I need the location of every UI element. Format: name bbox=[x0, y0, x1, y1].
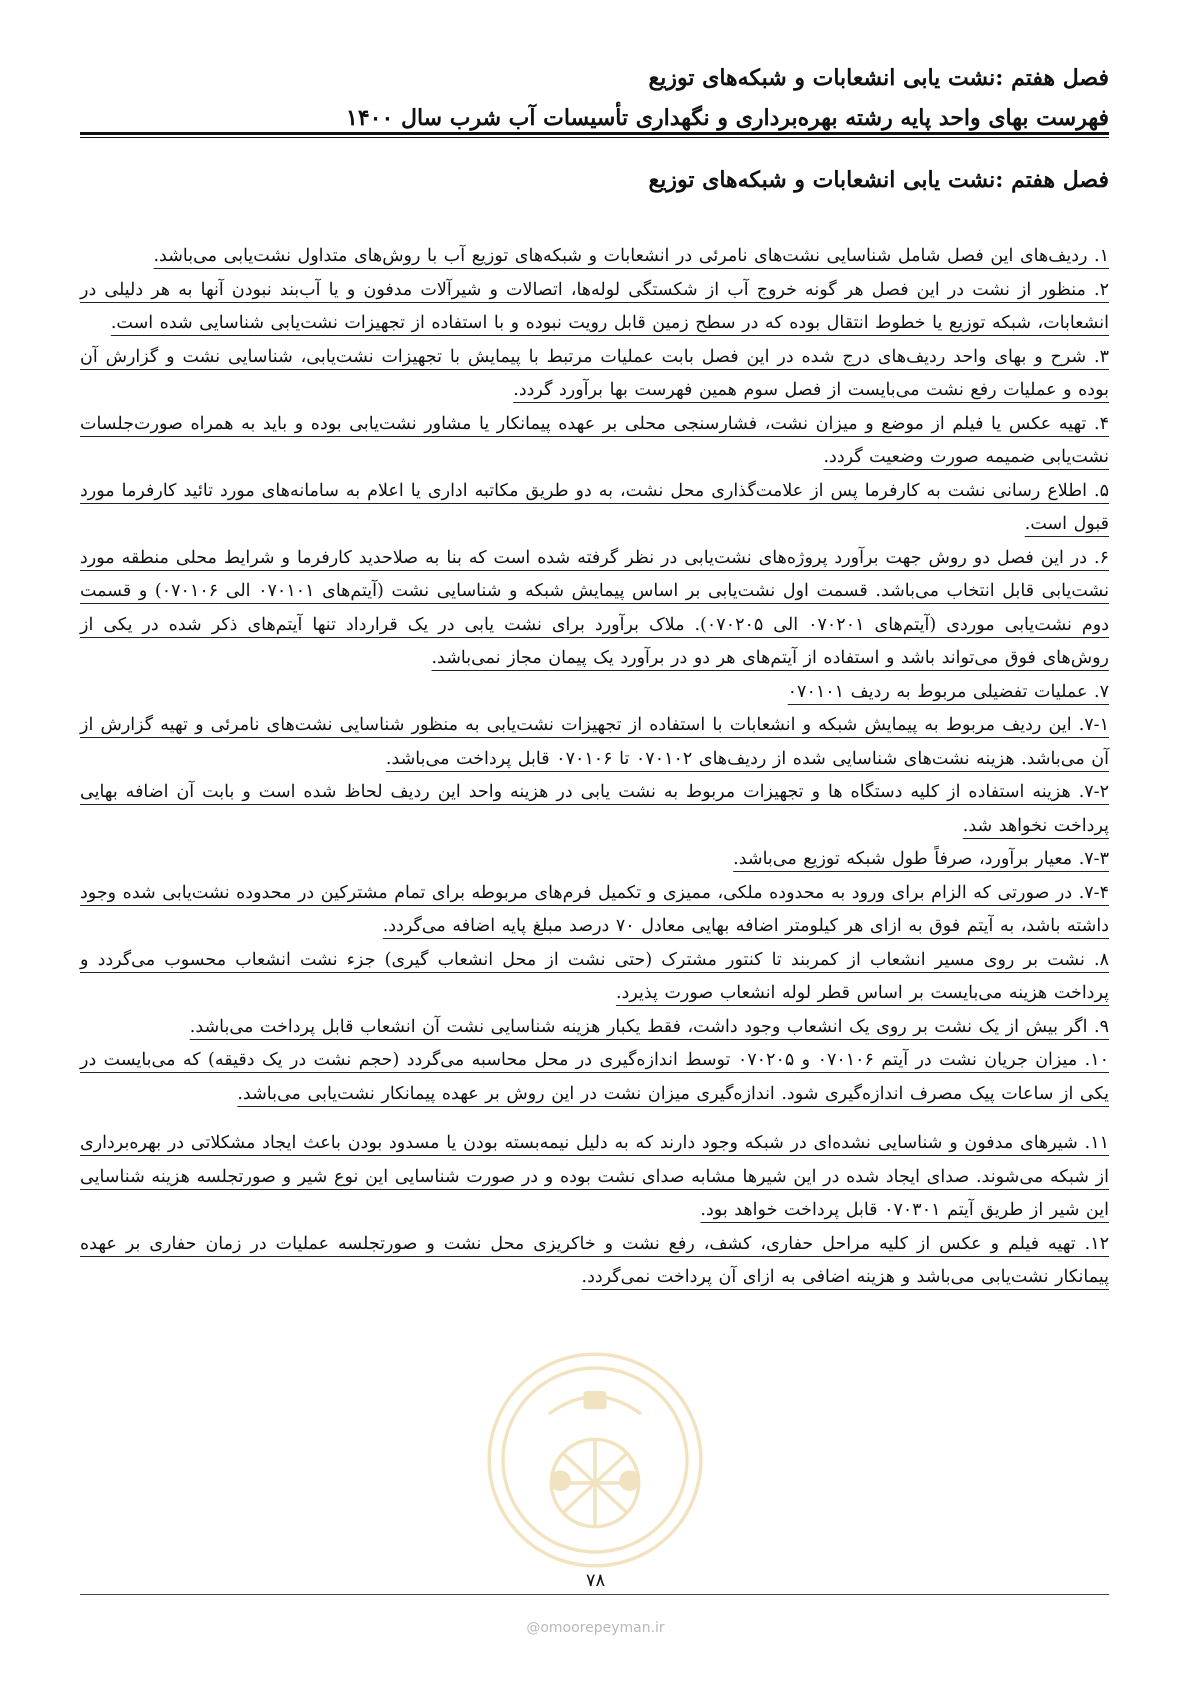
chapter-title: فصل هفتم :نشت یابی انشعابات و شبکه‌های توزیع bbox=[648, 167, 1109, 193]
paragraph-5: ۵. اطلاع رسانی نشت به کارفرما پس از علامت‌گذاری محل نشت، به دو طریق مکاتبه اداری یا اعلام به سامانه‌های مورد تائید کارفرما مورد قبول است. bbox=[80, 480, 1109, 534]
paragraph-10: ۱۰. میزان جریان نشت در آیتم ۰۷۰۱۰۶ و ۰۷۰۲۰۵ توسط اندازه‌گیری در محل محاسبه می‌گردد (حجم نشت در یک دقیقه) که می‌بایست در یکی از ساعات پیک مصرف اندازه‌گیری شود. اندازه‌گیری میزان نشت در این روش بر عهده پیمانکار نشت‌یابی می‌باشد. bbox=[80, 1050, 1110, 1104]
paragraph-7-1: ۷-۱. این ردیف مربوط به پیمایش شبکه و انشعابات با استفاده از تجهیزات نشت‌یابی به منظور شناسایی نشت‌های نامرئی و تهیه گزارش از آن می‌باشد. هزینه نشت‌های شناسایی شده از ردیف‌های ۰۷۰۱۰۲ تا ۰۷۰۱۰۶ قابل پرداخت می‌باشد. bbox=[80, 715, 1109, 769]
paragraph-2: ۲. منظور از نشت در این فصل هر گونه خروج آب از شکستگی لوله‌ها، اتصالات و شیرآلات مدفون و یا آب‌بند نبودن آنها به هر دلیلی در انشعابات، شبکه توزیع یا خطوط انتقال بوده که در سطح زمین قابل رویت نبوده و با استفاده از تجهیزات نشت‌یابی شناسایی شده است. bbox=[80, 279, 1109, 333]
paragraph-7: ۷. عملیات تفضیلی مربوط به ردیف ۰۷۰۱۰۱ bbox=[787, 681, 1109, 702]
paragraph-7-2: ۷-۲. هزینه استفاده از کلیه دستگاه ها و تجهیزات مربوط به نشت یابی در هزینه واحد این ردیف لحاظ شده است و بابت آن اضافه بهایی پرداخت نخواهد شد. bbox=[80, 782, 1109, 836]
page-number: ۷۸ bbox=[585, 1570, 606, 1591]
header-rule-thin bbox=[80, 137, 1109, 138]
watermark-seal-icon bbox=[480, 1345, 710, 1575]
watermark-text: @omoorepeyman.ir bbox=[526, 1620, 665, 1636]
body-text bbox=[80, 240, 1109, 1295]
paragraph-6: ۶. در این فصل دو روش جهت برآورد پروژه‌های نشت‌یابی در نظر گرفته شده است که بنا به صلاحدید کارفرما و شرایط محلی منطقه مورد نشت‌یابی قابل انتخاب می‌باشد. قسمت اول نشت‌یابی بر اساس پیمایش شبکه و شناسایی نشت (آیتم‌های ۰۷۰۱۰۱ الی ۰۷۰۱۰۶) و قسمت دوم نشت‌یابی موردی (آیتم‌های ۰۷۰۲۰۱ الی ۰۷۰۲۰۵). ملاک برآورد برای نشت یابی در یک قرارداد تنها آیتم‌های ذکر شده در یکی از روش‌های فوق می‌تواند باشد و استفاده از آیتم‌های هر دو در برآورد یک پیمان مجاز نمی‌باشد. bbox=[80, 547, 1110, 668]
paragraph-12: ۱۲. تهیه فیلم و عکس از کلیه مراحل حفاری، کشف، رفع نشت و خاکریزی محل نشت و صورتجلسه عملیات در زمان حفاری بر عهده پیمانکار نشت‌یابی می‌باشد و هزینه اضافی به ازای آن پرداخت نمی‌گردد. bbox=[80, 1233, 1109, 1287]
paragraph-7-3: ۷-۳. معیار برآورد، صرفاً طول شبکه توزیع می‌باشد. bbox=[733, 849, 1109, 869]
paragraph-9: ۹. اگر بیش از یک نشت بر روی یک انشعاب وجود داشت، فقط یکبار هزینه شناسایی نشت آن انشعاب قابل پرداخت می‌باشد. bbox=[189, 1016, 1109, 1037]
footer-rule bbox=[80, 1594, 1109, 1595]
paragraph-4: ۴. تهیه عکس یا فیلم از موضع و میزان نشت، فشارسنجی محلی بر عهده پیمانکار یا مشاور نشت‌یابی بوده و باید به همراه صورت‌جلسات نشت‌یابی ضمیمه صورت وضعیت گردد. bbox=[80, 413, 1109, 467]
paragraph-7-4: ۷-۴. در صورتی که الزام برای ورود به محدوده ملکی، ممیزی و تکمیل فرم‌های مربوطه برای تمام مشترکین در محدوده نشت‌یابی شده وجود داشته باشد، به آیتم فوق به ازای هر کیلومتر اضافه بهایی معادل ۷۰ درصد مبلغ پایه اضافه می‌گردد. bbox=[80, 882, 1109, 936]
paragraph-8: ۸. نشت بر روی مسیر انشعاب از کمربند تا کنتور مشترک (حتی نشت از محل انشعاب گیری) جزء نشت انشعاب محسوب می‌گردد و پرداخت هزینه می‌بایست بر اساس قطر لوله انشعاب صورت پذیرد. bbox=[80, 949, 1109, 1003]
paragraph-3: ۳. شرح و بهای واحد ردیف‌های درج شده در این فصل بابت عملیات مرتبط با پیمایش با تجهیزات نشت‌یابی، شناسایی نشت و گزارش آن بوده و عملیات رفع نشت می‌بایست از فصل سوم همین فهرست بها برآورد گردد. bbox=[80, 346, 1109, 400]
header-rule-thick bbox=[80, 132, 1109, 135]
header-chapter-line: فصل هفتم :نشت یابی انشعابات و شبکه‌های توزیع bbox=[648, 65, 1109, 91]
paragraph-1: ۱. ردیف‌های این فصل شامل شناسایی نشت‌های نامرئی در انشعابات و شبکه‌های توزیع آب با روش‌های متداول نشت‌یابی می‌باشد. bbox=[153, 246, 1109, 266]
paragraph-11: ۱۱. شیرهای مدفون و شناسایی نشده‌ای در شبکه وجود دارند که به دلیل نیمه‌بسته بودن یا مسدود بودن باعث ایجاد مشکلاتی در بهره‌برداری از شبکه می‌شوند. صدای ایجاد شده در این شیرها مشابه صدای نشت بوده و در صورت شناسایی این نوع شیر و صورتجلسه هزینه شناسایی این شیر از طریق آیتم ۰۷۰۳۰۱ قابل پرداخت خواهد بود. bbox=[80, 1133, 1109, 1220]
header-catalog-line: فهرست بهای واحد پایه رشته بهره‌برداری و نگهداری تأسیسات آب شرب سال ۱۴۰۰ bbox=[346, 105, 1109, 131]
paragraph-gap bbox=[80, 1111, 1109, 1127]
page-header bbox=[79, 58, 1109, 138]
